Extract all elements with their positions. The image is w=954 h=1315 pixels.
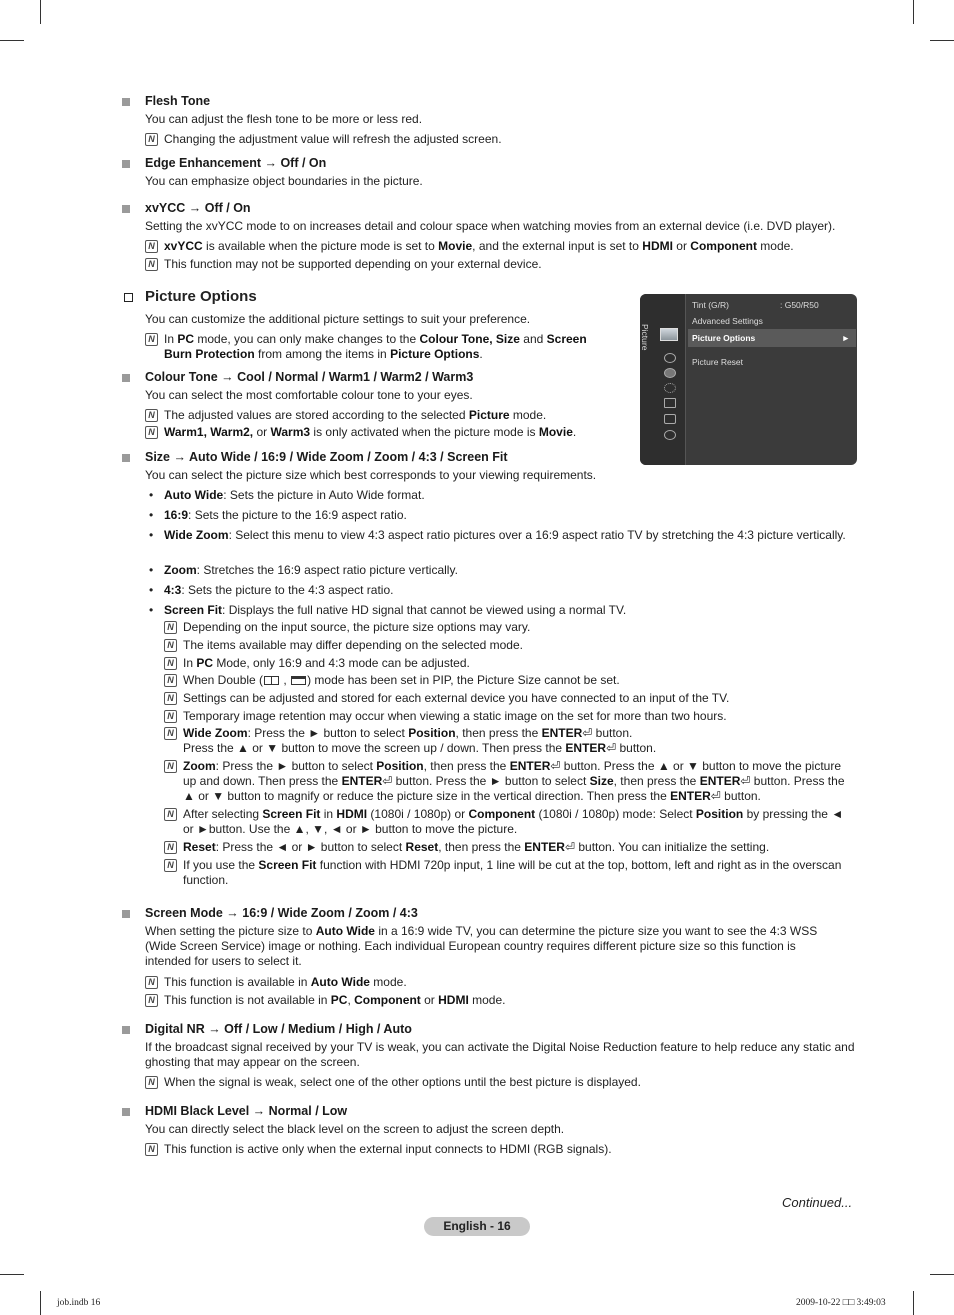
note-icon: N [145, 258, 158, 271]
section-title: xvYCC → Off / On [145, 201, 251, 215]
note-icon: N [164, 674, 177, 687]
list-item: • Zoom: Stretches the 16:9 aspect ratio picture vertically. [149, 563, 458, 577]
list-item: • 4:3: Sets the picture to the 4:3 aspect ratio. [149, 583, 394, 597]
section-title: Colour Tone → Cool / Normal / Warm1 / Warm2 / Warm3 [145, 370, 474, 384]
square-bullet-icon [122, 454, 130, 462]
section-text: Setting the xvYCC mode to on increases detail and colour space when watching movies from an external device (i.e. DVD player). [145, 219, 836, 233]
application-icon [664, 414, 676, 424]
crop-mark [930, 40, 954, 41]
osd-row-advanced-settings: Advanced Settings [692, 316, 763, 326]
pip-double-icon [291, 676, 306, 685]
osd-picture-menu [640, 294, 857, 465]
pip-double-icon [264, 676, 279, 685]
print-slug-right: 2009-10-22 □□ 3:49:03 [796, 1298, 886, 1308]
list-item: • Wide Zoom: Select this menu to view 4:3 aspect ratio pictures over a 16:9 aspect ratio TV by stretching the 4:3 picture vertically. [149, 528, 846, 542]
note-icon: N [164, 808, 177, 821]
crop-mark [0, 40, 24, 41]
enter-icon: ⏎ [550, 759, 561, 773]
list-item: • Auto Wide: Sets the picture in Auto Wide format. [149, 488, 425, 502]
enter-icon: ⏎ [382, 774, 393, 788]
square-bullet-icon [122, 374, 130, 382]
note-icon: N [145, 409, 158, 422]
enter-icon: ⏎ [582, 726, 593, 740]
print-slug-left: job.indb 16 [57, 1298, 101, 1308]
note-icon: N [164, 760, 177, 773]
osd-row-picture-options: Picture Options ► [688, 329, 856, 347]
note-icon: N [145, 1143, 158, 1156]
note: N This function may not be supported depending on your external device. [145, 257, 855, 272]
list-item: • Screen Fit: Displays the full native HD signal that cannot be viewed using a normal TV. [149, 603, 627, 617]
crop-mark [913, 0, 914, 24]
note: N When the signal is weak, select one of the other options until the best picture is displayed. [145, 1075, 855, 1090]
note: N If you use the Screen Fit function with HDMI 720p input, 1 line will be cut at the top, bottom, left and right as in the overscan function. [164, 858, 856, 888]
note: N In PC Mode, only 16:9 and 4:3 mode can be adjusted. [164, 656, 856, 671]
crop-mark [930, 1274, 954, 1275]
section-title: Digital NR → Off / Low / Medium / High / Auto [145, 1022, 412, 1036]
checkbox-bullet-icon [124, 293, 133, 302]
section-title: HDMI Black Level → Normal / Low [145, 1104, 348, 1118]
osd-sidebar [640, 294, 686, 465]
note: N xvYCC is available when the picture mode is set to Movie, and the external input is set to HDMI or Component mode. [145, 239, 855, 254]
note: N This function is active only when the external input connects to HDMI (RGB signals). [145, 1142, 855, 1157]
picture-icon [660, 328, 678, 341]
note-icon: N [145, 333, 158, 346]
heading-title: Picture Options [145, 288, 257, 305]
note-icon: N [145, 976, 158, 989]
channel-icon [664, 368, 676, 378]
square-bullet-icon [122, 1108, 130, 1116]
page-number-badge: English - 16 [424, 1217, 530, 1236]
note-icon: N [145, 994, 158, 1007]
square-bullet-icon [122, 205, 130, 213]
crop-mark [40, 1291, 41, 1315]
section-text: When setting the picture size to Auto Wide in a 16:9 wide TV, you can determine the picture size you want to see the 4:3 WSS (Wide Screen Service) image or nothing. Each individual European country requires different picture size so this function is intended for users to select it. [145, 924, 818, 968]
note: N After selecting Screen Fit in HDMI (1080i / 1080p) or Component (1080i / 1080p) mode: Select Position by pressing the ◄ or ►button. Use the ▲, ▼, ◄ or ► button to move the picture. [164, 807, 856, 837]
note-text: Changing the adjustment value will refresh the adjusted screen. [164, 132, 502, 146]
crop-mark [0, 1274, 24, 1275]
note: N Settings can be adjusted and stored for each external device you have connected to an input of the TV. [164, 691, 856, 706]
note: N Warm1, Warm2, or Warm3 is only activated when the picture mode is Movie. [145, 425, 615, 440]
section-title: Size → Auto Wide / 16:9 / Wide Zoom / Zoom / 4:3 / Screen Fit [145, 450, 508, 464]
note: N This function is not available in PC, Component or HDMI mode. [145, 993, 855, 1008]
note-icon: N [145, 133, 158, 146]
support-icon [664, 430, 676, 440]
section-title: Screen Mode → 16:9 / Wide Zoom / Zoom / 4:3 [145, 906, 418, 920]
crop-mark [40, 0, 41, 24]
square-bullet-icon [122, 1026, 130, 1034]
note-icon: N [145, 240, 158, 253]
note: N Zoom: Press the ► button to select Position, then press the ENTER⏎ button. Press the ▲ or ▼ button to move the picture up and down. Then press the ENTER⏎ button. Press the ► button to select Size, then press the ENTER⏎ button. Press the ▲ or ▼ button to magnify or reduce the picture size in the vertical direction. Then press the ENTER⏎ button. [164, 759, 856, 804]
note: N Depending on the input source, the picture size options may vary. [164, 620, 856, 635]
note-icon: N [164, 710, 177, 723]
continued-label: Continued... [782, 1195, 853, 1210]
note: N The adjusted values are stored according to the selected Picture mode. [145, 408, 615, 423]
square-bullet-icon [122, 910, 130, 918]
note-icon: N [164, 639, 177, 652]
section-text: You can adjust the flesh tone to be more or less red. [145, 112, 423, 126]
osd-sidebar-label: Picture [640, 324, 650, 351]
note: N The items available may differ depending on the selected mode. [164, 638, 856, 653]
square-bullet-icon [122, 98, 130, 106]
note: N Temporary image retention may occur when viewing a static image on the set for more than two hours. [164, 709, 856, 724]
section-text: You can emphasize object boundaries in the picture. [145, 174, 423, 188]
note: N Wide Zoom: Press the ► button to select Position, then press the ENTER⏎ button. Press the ▲ or ▼ button to move the screen up / down. Then press the ENTER⏎ button. [164, 726, 856, 756]
note-icon: N [164, 841, 177, 854]
osd-row-tint: Tint (G/R) : G50/R50 [692, 300, 819, 310]
note: N In PC mode, you can only make changes to the Colour Tone, Size and Screen Burn Protection from among the items in Picture Options. [145, 332, 605, 362]
note-icon: N [164, 859, 177, 872]
note: N When Double ( , ) mode has been set in PIP, the Picture Size cannot be set. [164, 673, 856, 688]
note-icon: N [164, 657, 177, 670]
note-icon: N [145, 426, 158, 439]
section-text: You can select the most comfortable colour tone to your eyes. [145, 388, 473, 402]
section-text: You can directly select the black level on the screen to adjust the screen depth. [145, 1122, 565, 1136]
note: N Reset: Press the ◄ or ► button to select Reset, then press the ENTER⏎ button. You can initialize the setting. [164, 840, 856, 855]
note: N This function is available in Auto Wide mode. [145, 975, 855, 990]
section-title: Flesh Tone [145, 94, 211, 108]
crop-mark [913, 1291, 914, 1315]
note [145, 132, 855, 147]
list-item: • 16:9: Sets the picture to the 16:9 aspect ratio. [149, 508, 407, 522]
note-icon: N [164, 621, 177, 634]
setup-icon [664, 383, 676, 393]
note-icon: N [164, 727, 177, 740]
input-icon [664, 398, 676, 408]
enter-icon: ⏎ [564, 840, 576, 854]
arrow-right-icon: ► [841, 333, 850, 343]
note-icon: N [145, 1076, 158, 1089]
note-icon: N [164, 692, 177, 705]
section-title: Edge Enhancement → Off / On [145, 156, 327, 170]
enter-icon: ⏎ [740, 774, 751, 788]
section-text: If the broadcast signal received by your TV is weak, you can activate the Digital Noise Reduction feature to help reduce any static and ghosting that may appear on the screen. [145, 1040, 855, 1069]
square-bullet-icon [122, 160, 130, 168]
section-text: You can select the picture size which best corresponds to your viewing requirements. [145, 468, 597, 482]
sound-icon [664, 353, 676, 363]
enter-icon: ⏎ [710, 789, 721, 803]
section-text: You can customize the additional picture settings to suit your preference. [145, 312, 531, 326]
osd-row-picture-reset: Picture Reset [692, 357, 744, 367]
enter-icon: ⏎ [606, 741, 617, 755]
